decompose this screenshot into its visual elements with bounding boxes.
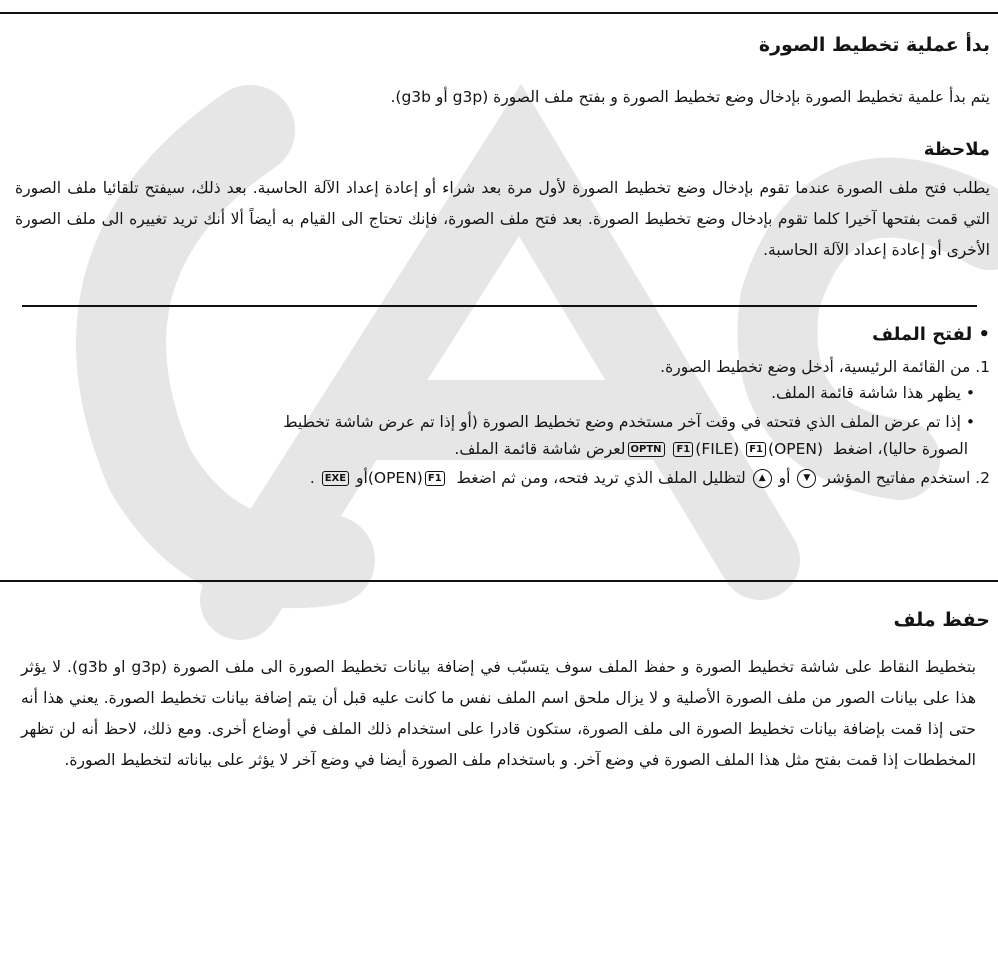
section-heading-save-file: حفظ ملف [893, 609, 990, 631]
section-divider-top [0, 12, 998, 14]
key-sequence [368, 469, 452, 487]
bullet-already-open-line2 [454, 438, 968, 460]
section-divider-open [22, 305, 977, 307]
exe-key: EXE [322, 471, 349, 486]
instruction-text: الصورة حاليا)، اضغط [832, 440, 968, 458]
f1-key: F1 [673, 442, 693, 457]
intro-paragraph: يتم بدأ علمية تخطيط الصورة بإدخال وضع تخطيط الصورة و بفتح ملف الصورة (g3p أو g3b). [390, 88, 990, 106]
open-label: (OPEN) [768, 440, 824, 458]
save-paragraph: بتخطيط النقاط على شاشة تخطيط الصورة و حفظ الملف سوف يتسبّب في إضافة بيانات تخطيط الصورة الى ملف الصورة (g3p او g3b). لا يؤثر هذا على بيانات الصور من ملف الصورة الأصلية و لا يزال ملحق اسم الملف نفس ما كانت عليه قبل أن يتم إضافة بيانات تخطيط الصورة. يعني هذا أنه حتى إذا قمت بإضافة بيانات تخطيط الصورة الى ملف الصورة، ستكون قادرا على استخدام ذلك الملف في أوضاع أخرى. ومع ذلك، لاحظ أنه لن تظهر المخططات إذا قمت بفتح مثل هذا الملف الصورة في وضع آخر. و باستخدام ملف الصورة أيضا في وضع آخر لا يؤثر على بياناته لتخطيط الصورة. [21, 658, 976, 769]
open-label: (OPEN) [367, 469, 423, 487]
cursor-up-icon: ▲ [753, 469, 772, 488]
section-heading-open-file: • لفتح الملف [872, 324, 990, 345]
instruction-text: لعرض شاشة قائمة الملف. [454, 440, 626, 458]
optn-key: OPTN [628, 442, 665, 457]
cursor-down-icon: ▼ [797, 469, 816, 488]
or-word: أو [356, 469, 368, 487]
section-heading-start-plotting: بدأ عملية تخطيط الصورة [758, 34, 990, 56]
bullet-file-list: • يظهر هذا شاشة قائمة الملف. [771, 384, 975, 402]
note-heading: ملاحظة [923, 139, 990, 160]
f1-key: F1 [425, 471, 445, 486]
step-2-text: 2. استخدم مفاتيح المؤشر [823, 469, 990, 487]
f1-key: F1 [746, 442, 766, 457]
key-sequence [626, 440, 828, 458]
or-word: أو [778, 469, 791, 487]
step-2-end: . [309, 469, 315, 487]
note-paragraph: يطلب فتح ملف الصورة عندما تقوم بإدخال وضع تخطيط الصورة لأول مرة بعد شراء أو إعادة إعداد الآلة الحاسبة. بعد ذلك، سيفتح تلقائيا ملف الصورة التي قمت بفتحها آخيرا كلما تقوم بإدخال وضع تخطيط الصورة. بعد فتح ملف الصورة، فإنك تحتاج الى القيام به أيضاً ألا أنك تريد تغييره الى ملف الصورة الأخرى أو إعادة إعداد الآلة الحاسبة. [15, 179, 990, 259]
step-1: 1. من القائمة الرئيسية، أدخل وضع تخطيط الصورة. [660, 358, 990, 376]
step-2 [310, 467, 990, 489]
bullet-already-open-line1: • إذا تم عرض الملف الذي فتحته في وقت آخر مستخدم وضع تخطيط الصورة (أو إذا تم عرض شاشة تخطيط [283, 413, 975, 431]
section-divider-save [0, 580, 998, 582]
step-2-text: لتظليل الملف الذي تريد فتحه، ومن ثم اضغط [456, 469, 746, 487]
file-label: (FILE) [695, 440, 740, 458]
